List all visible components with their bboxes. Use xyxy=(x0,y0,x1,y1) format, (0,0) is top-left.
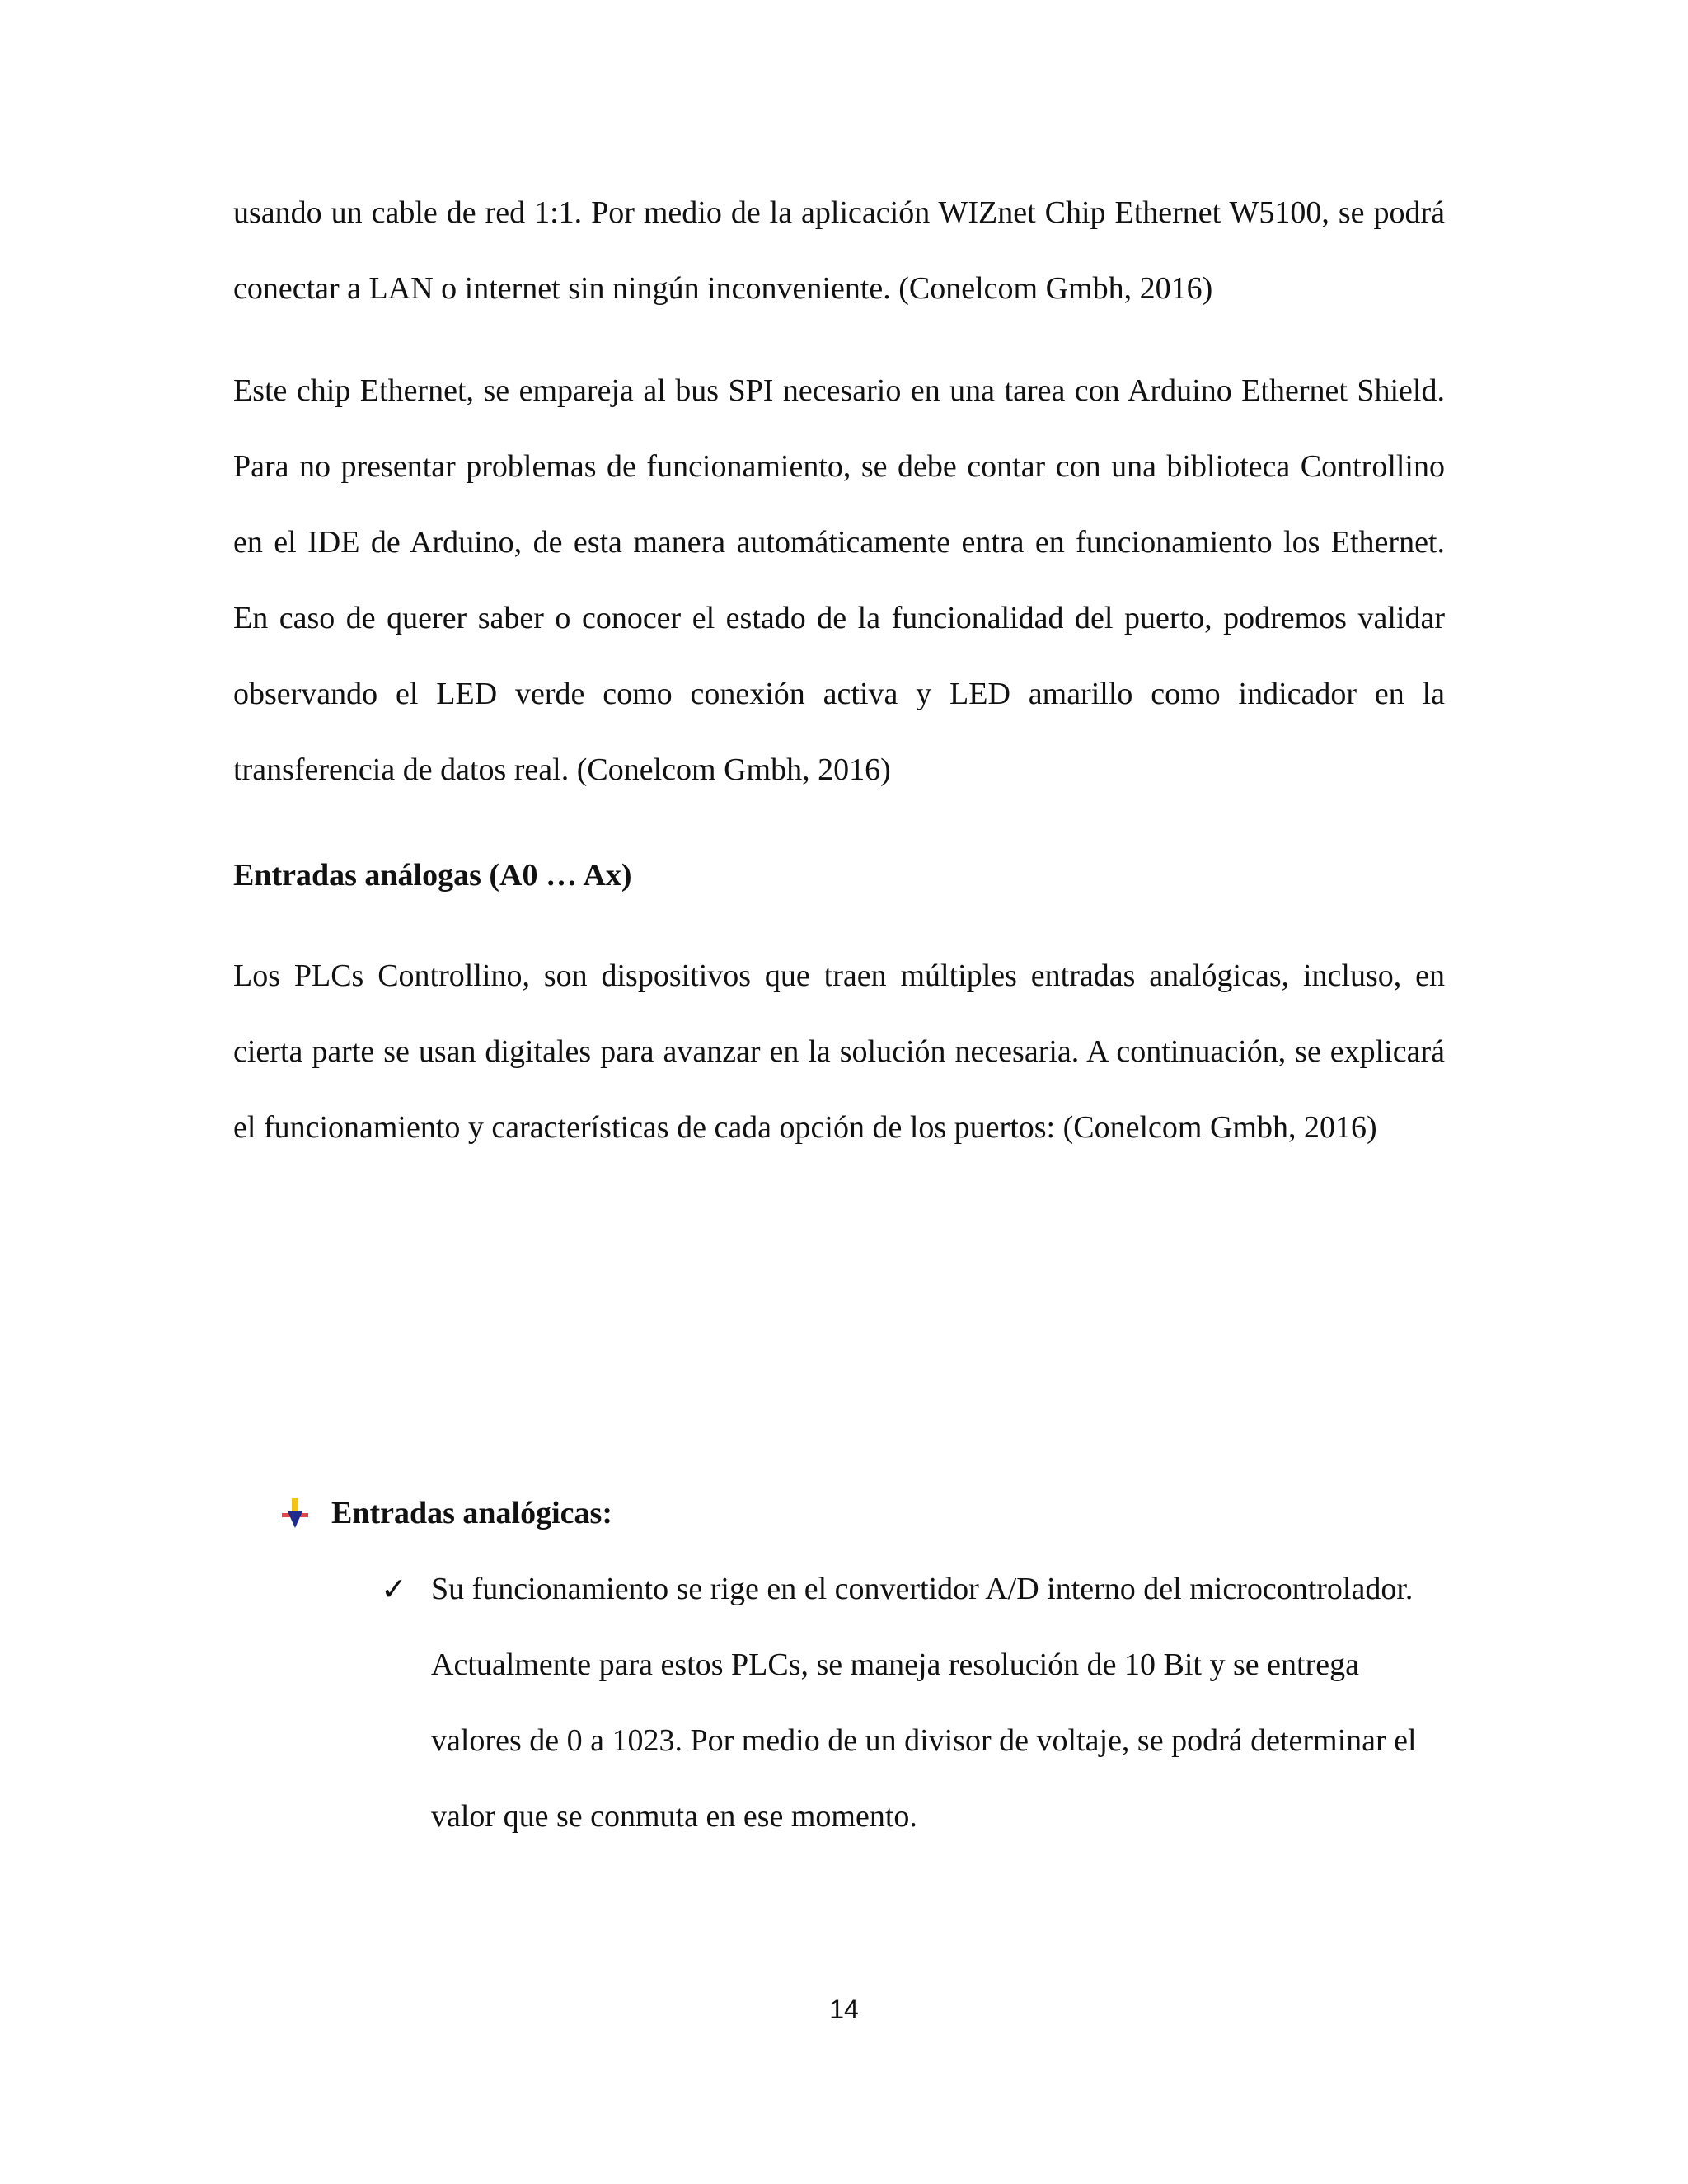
paragraph-ethernet-chip: Este chip Ethernet, se empareja al bus SPI necesario en una tarea con Arduino Ethernet Shield. Para no presentar problemas de funcionamiento, se debe contar con una biblioteca Controllino en el IDE de Arduino, de esta manera automáticamente entra en funcionamiento los Ethernet. En caso de querer saber o conocer el estado de la funcionalidad del puerto, podremos validar observando el LED verde como conexión activa y LED amarillo como indicador en la transferencia de datos real. (Conelcom Gmbh, 2016) xyxy=(233,373,1445,787)
check-item-ad-converter: Su funcionamiento se rige en el convertidor A/D interno del microcontrolador. Actualmente para estos PLCs, se maneja resolución de 10 Bit y se entrega valores de 0 a 1023. Por medio de un divisor de voltaje, se podrá determinar el valor que se conmuta en ese momento. xyxy=(431,1572,1417,1834)
arrow-down-cross-icon xyxy=(280,1498,310,1531)
paragraph-analog-inputs-intro: Los PLCs Controllino, son dispositivos que traen múltiples entradas analógicas, incluso, en cierta parte se usan digitales para avanzar en la solución necesaria. A continuación, se explicará el funcionamiento y características de cada opción de los puertos: (Conelcom Gmbh, 2016) xyxy=(233,958,1445,1145)
section-heading-analog-inputs: Entradas análogas (A0 … Ax) xyxy=(233,858,632,893)
bullet-item-analog-inputs xyxy=(280,1475,1451,1551)
page-number: 14 xyxy=(829,1994,859,2024)
bullet-heading: Entradas analógicas: xyxy=(331,1496,612,1530)
check-mark-icon: ✓ xyxy=(381,1571,407,1607)
paragraph-ethernet-cable: usando un cable de red 1:1. Por medio de la aplicación WIZnet Chip Ethernet W5100, se podrá conectar a LAN o internet sin ningún inconveniente. (Conelcom Gmbh, 2016) xyxy=(233,195,1445,306)
